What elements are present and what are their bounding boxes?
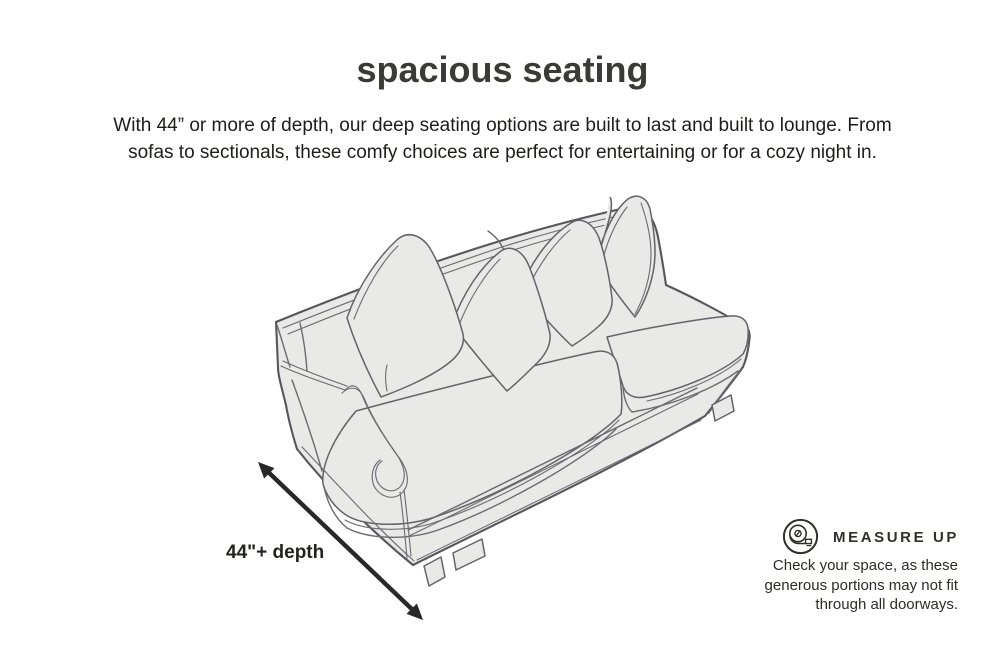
- tape-measure-icon: [782, 518, 819, 555]
- depth-dimension-label: 44"+ depth: [226, 542, 325, 563]
- sofa-illustration: [250, 185, 760, 630]
- page-title: spacious seating: [356, 49, 649, 90]
- intro-line-1: With 44” or more of depth, our deep seating options are built to last and built to lounge. From: [113, 115, 892, 136]
- measure-up-section: [738, 515, 963, 635]
- measure-up-note: [738, 556, 958, 615]
- intro-line-2: sofas to sectionals, these comfy choices are perfect for entertaining or for a cozy night in.: [128, 142, 877, 163]
- note-line-2: generous portions may not fit: [764, 576, 958, 594]
- note-line-3: through all doorways.: [815, 596, 958, 614]
- sofa-foot-left: [424, 557, 445, 586]
- note-line-1: Check your space, as these: [772, 557, 958, 574]
- intro-paragraph: [23, 112, 983, 166]
- measure-up-heading: MEASURE UP: [833, 529, 960, 546]
